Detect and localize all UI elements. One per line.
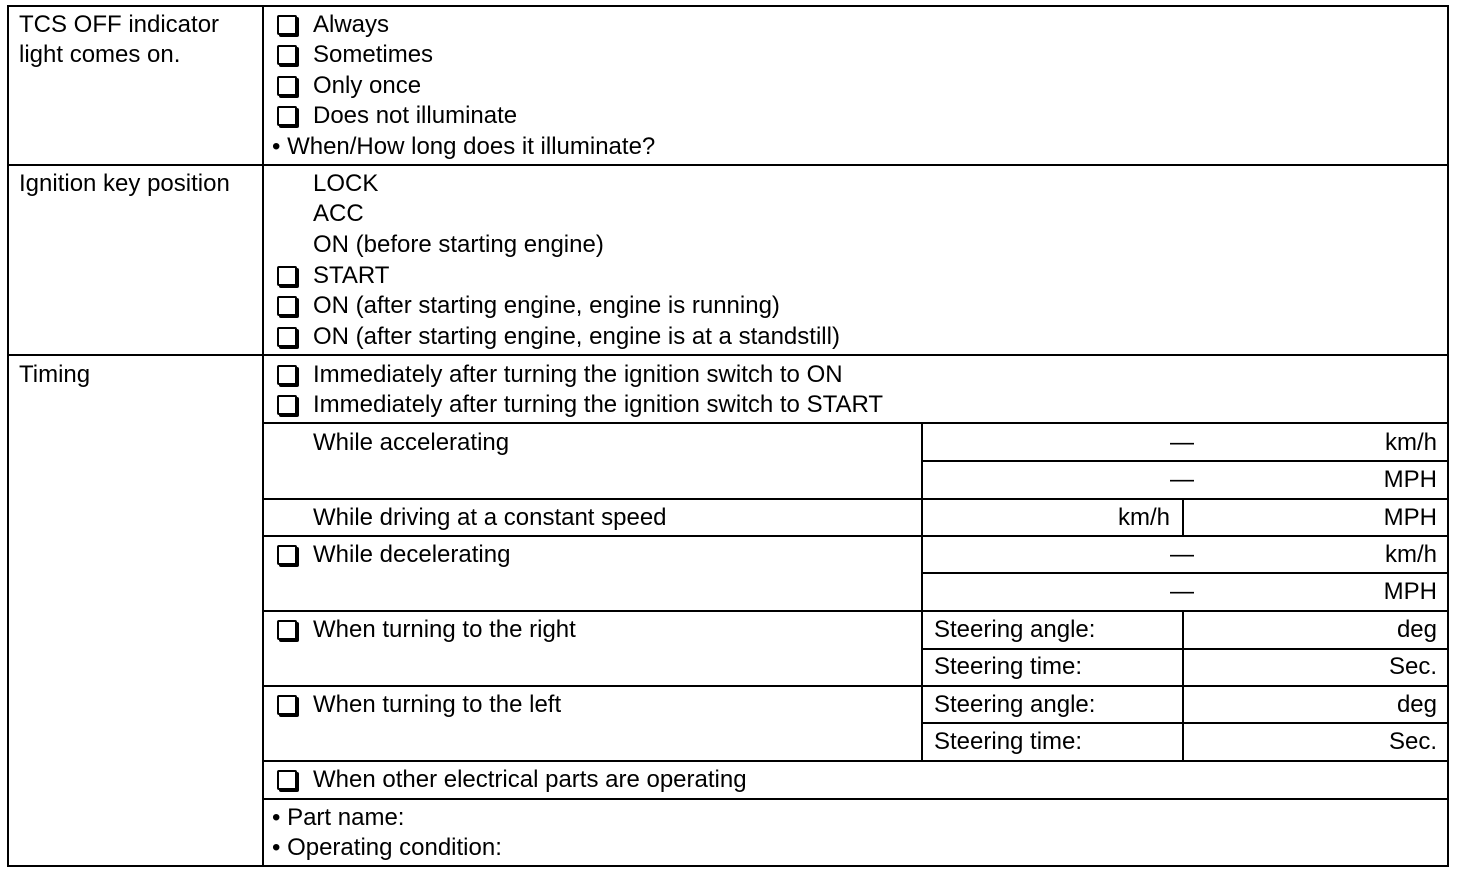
option-label: Sometimes: [313, 41, 434, 68]
option-label: Only once: [313, 72, 422, 99]
row-border: [263, 610, 1449, 612]
unit-mph: MPH: [1383, 578, 1437, 605]
row-border: [263, 760, 1449, 762]
unit-deg: deg: [1396, 691, 1437, 718]
option-label: Immediately after turning the ignition switch to ON: [313, 361, 843, 388]
speed-dash: —: [1170, 578, 1194, 605]
unit-sec: Sec.: [1388, 653, 1437, 680]
option-label: Does not illuminate: [313, 102, 518, 129]
electrical-parts-label: When other electrical parts are operating: [313, 766, 747, 793]
option-label: Always: [313, 11, 390, 38]
row-border: [263, 685, 1449, 687]
row-border: [922, 572, 1449, 574]
unit-kmh: km/h: [1117, 504, 1170, 531]
electrical-parts-checkbox[interactable]: [277, 770, 297, 790]
does-not-illuminate-checkbox[interactable]: [277, 106, 297, 126]
row-border: [263, 422, 1449, 424]
option-label: START: [313, 262, 390, 289]
column-border: [262, 5, 264, 867]
option-label: ON (before starting engine): [313, 231, 604, 258]
timing-label: Timing: [19, 361, 91, 388]
unit-kmh: km/h: [1384, 429, 1437, 456]
row-border: [7, 5, 1449, 7]
turning-left-label: When turning to the left: [313, 691, 562, 718]
row-border: [263, 535, 1449, 537]
speed-dash: —: [1170, 466, 1194, 493]
part-name-label: • Part name:: [272, 804, 405, 831]
row-border: [263, 798, 1449, 800]
row-border: [922, 722, 1449, 724]
only-once-checkbox[interactable]: [277, 76, 297, 96]
steering-angle-label: Steering angle:: [934, 691, 1096, 718]
speed-dash: —: [1170, 541, 1194, 568]
accelerating-label: While accelerating: [313, 429, 510, 456]
turning-left-checkbox[interactable]: [277, 695, 297, 715]
steering-time-label: Steering time:: [934, 728, 1083, 755]
column-border: [1182, 610, 1184, 762]
constant-speed-label: While driving at a constant speed: [313, 504, 667, 531]
sometimes-checkbox[interactable]: [277, 45, 297, 65]
column-border: [7, 5, 9, 867]
start-checkbox[interactable]: [277, 266, 297, 286]
option-label: ON (after starting engine, engine is at a standstill): [313, 323, 840, 350]
turning-right-checkbox[interactable]: [277, 620, 297, 640]
column-border: [1447, 5, 1449, 867]
on-running-checkbox[interactable]: [277, 296, 297, 316]
ignition-label: Ignition key position: [19, 170, 230, 197]
option-label: LOCK: [313, 170, 379, 197]
row-border: [922, 648, 1449, 650]
unit-sec: Sec.: [1388, 728, 1437, 755]
unit-deg: deg: [1396, 616, 1437, 643]
turning-right-label: When turning to the right: [313, 616, 576, 643]
row-border: [263, 498, 1449, 500]
speed-dash: —: [1170, 429, 1194, 456]
steering-angle-label: Steering angle:: [934, 616, 1096, 643]
decelerating-checkbox[interactable]: [277, 545, 297, 565]
ignition-on-checkbox[interactable]: [277, 365, 297, 385]
on-standstill-checkbox[interactable]: [277, 327, 297, 347]
row-border: [7, 865, 1449, 867]
decelerating-label: While decelerating: [313, 541, 511, 568]
tcs-label-line1: TCS OFF indicator: [19, 11, 220, 38]
unit-kmh: km/h: [1384, 541, 1437, 568]
steering-time-label: Steering time:: [934, 653, 1083, 680]
option-label: Immediately after turning the ignition switch to START: [313, 391, 884, 418]
row-border: [7, 354, 1449, 356]
unit-mph: MPH: [1383, 466, 1437, 493]
illumination-question: • When/How long does it illuminate?: [272, 133, 656, 160]
tcs-label-line2: light comes on.: [19, 41, 181, 68]
always-checkbox[interactable]: [277, 15, 297, 35]
row-border: [922, 460, 1449, 462]
option-label: ON (after starting engine, engine is running): [313, 292, 780, 319]
ignition-start-checkbox[interactable]: [277, 395, 297, 415]
operating-condition-label: • Operating condition:: [272, 834, 502, 861]
column-border: [921, 422, 923, 762]
column-border: [1182, 498, 1184, 537]
row-border: [7, 164, 1449, 166]
option-label: ACC: [313, 200, 364, 227]
unit-mph: MPH: [1383, 504, 1437, 531]
